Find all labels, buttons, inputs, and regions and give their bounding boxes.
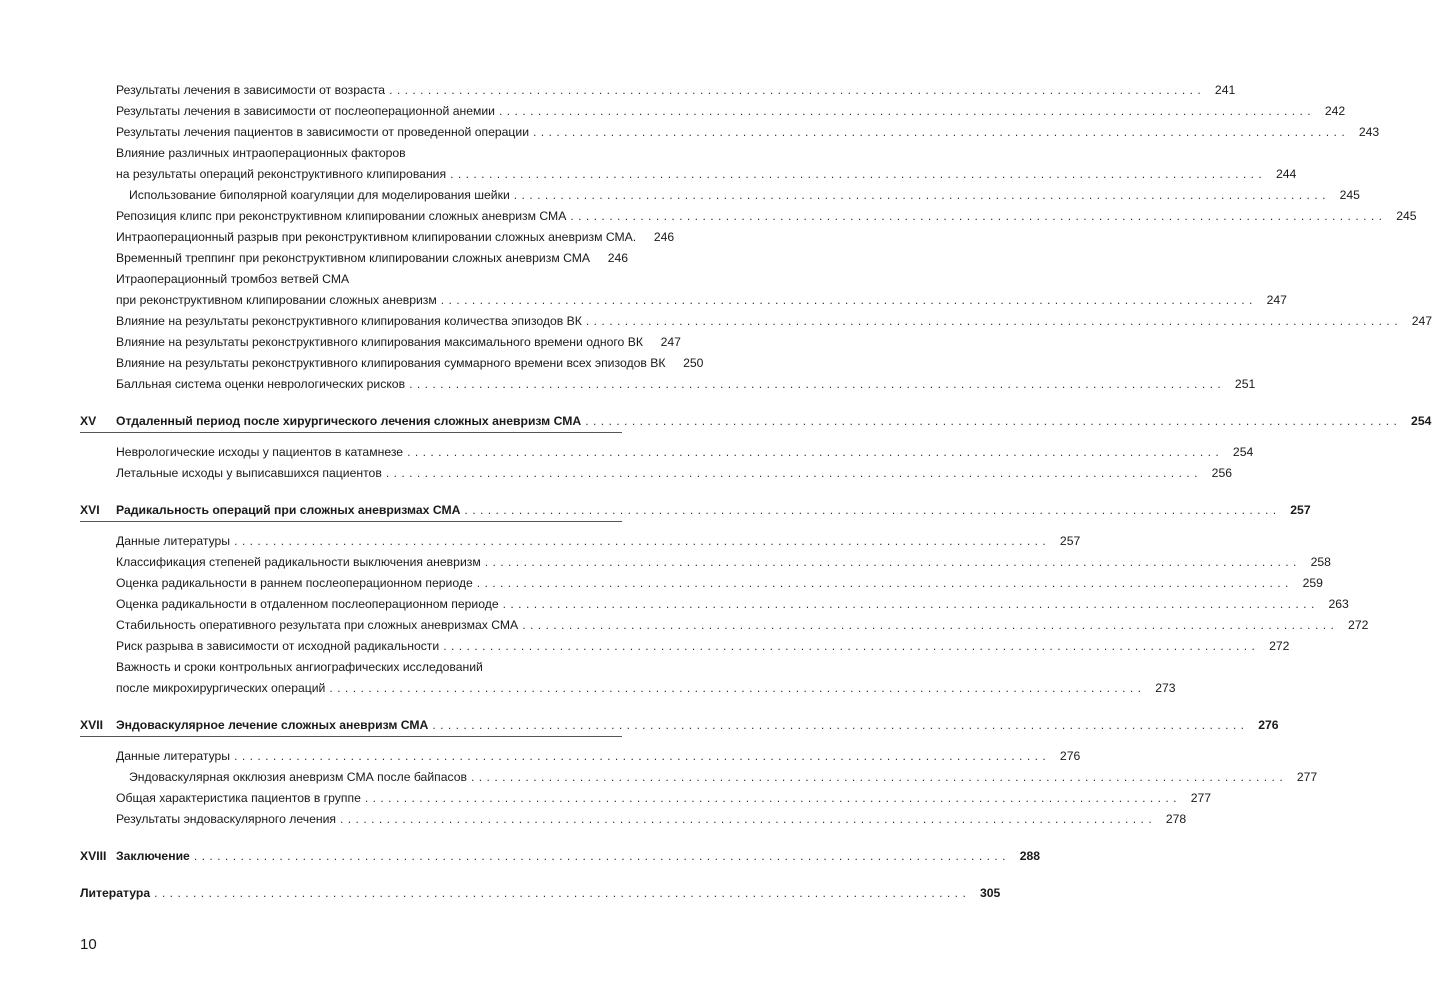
toc-entry-title: Репозиция клипс при реконструктивном клипировании сложных аневризм СМА (116, 209, 567, 223)
toc-entry-title: Результаты лечения в зависимости от послеоперационной анемии (116, 104, 495, 118)
toc-entry[interactable] (0, 160, 1297, 181)
toc-entry[interactable] (0, 527, 1081, 548)
toc-gap (0, 480, 692, 496)
toc-page-number: 245 (1339, 188, 1360, 202)
toc-entry-title: Интраоперационный разрыв при реконструктивном клипировании сложных аневризм СМА. (116, 230, 637, 244)
toc-entry[interactable] (0, 784, 1212, 805)
dot-leader: . . . . . . . . . . . . . . . . . . . . . . . . . . . . . . . . . . . . . . . . . . . . . . . . . . . . . . . . . . . . . . . . . . . . . . . . . . . . . . . . . . . . . . . . . . . . . . . . . . . . . . . . . (234, 534, 1047, 548)
chapter-number: XVII (80, 718, 104, 732)
dot-leader: . . . . . . . . . . . . . . . . . . . . . . . . . . . . . . . . . . . . . . . . . . . . . . . . . . . . . . . . . . . . . . . . . . . . . . . . . . . . . . . . . . . . . . . . . . . . . . . . . . . . . . . . . (432, 718, 1245, 732)
toc-entry-title: Классификация степеней радикальности выключения аневризм (116, 555, 481, 569)
toc-entry[interactable] (0, 349, 704, 370)
dot-leader: . . . . . . . . . . . . . . . . . . . . . . . . . . . . . . . . . . . . . . . . . . . . . . . . . . . . . . . . . . . . . . . . . . . . . . . . . . . . . . . . . . . . . . . . . . . . . . . . . . . . . . . . . (193, 849, 1007, 863)
toc-entry-title: Оценка радикальности в отдаленном послеоперационном периоде (116, 597, 499, 611)
toc-entry[interactable] (0, 202, 1417, 223)
toc-entry[interactable] (0, 244, 692, 265)
dot-leader: . . . . . . . . . . . . . . . . . . . . . . . . . . . . . . . . . . . . . . . . . . . . . . . . . . . . . . . . . . . . . . . . . . . . . . . . . . . . . . . . . . . . . . . . . . . . . . . . . . . . . . . . . (154, 886, 967, 900)
toc-entry-title: Временный треппинг при реконструктивном клипировании сложных аневризм СМА (116, 251, 591, 265)
toc-page-number: 258 (1310, 555, 1331, 569)
toc-entry-title: Важность и сроки контрольных ангиографических исследований (116, 660, 483, 674)
toc-entry[interactable] (0, 223, 692, 244)
chapter-number: XV (80, 414, 97, 428)
dot-leader: . . . . . . . . . . . . . . . . . . . . . . . . . . . . . . . . . . . . . . . . . . . . . . . . . . . . . . . . . . . . . . . . . . . . . . . . . . . . . . . . . . . . . . . . . . . . . . . . . . . . . . . . . (329, 681, 1142, 695)
dot-leader: . . . . . . . . . . . . . . . . . . . . . . . . . . . . . . . . . . . . . . . . . . . . . . . . . . . . . . . . . . . . . . . . . . . . . . . . . . . . . . . . . . . . . . . . . . . . . . . . . . . . . . . . . (570, 209, 1383, 223)
toc-entry-title: Влияние различных интраоперационных факторов (116, 146, 406, 160)
dot-leader: . . . . . . . . . . . . . . . . . . . . . . . . . . . . . . . . . . . . . . . . . . . . . . . . . . . . . . . . . . . . . . . . . . . . . . . . . . . . . . . . . . . . . . . . . . . . . . . . . . . . . . . . . (585, 314, 1399, 328)
toc-page-number: 263 (1328, 597, 1349, 611)
toc-page-number: 251 (1234, 377, 1256, 391)
dot-leader: . . . . . . . . . . . . . . . . . . . . . . . . . . . . . . . . . . . . . . . . . . . . . . . . . . . . . . . . . . . . . . . . . . . . . . . . . . . . . . . . . . . . . . . . . . . . . . . . . . . . . . . . . (450, 167, 1263, 181)
toc-page-number: 257 (1290, 503, 1311, 517)
dot-leader: . . . . . . . . . . . . . . . . . . . . . . . . . . . . . . . . . . . . . . . . . . . . . . . . . . . . . . . . . . . . . . . . . . . . . . . . . . . . . . . . . . . . . . . . . . . . . . . . . . . . . . . . . (502, 597, 1315, 611)
table-of-contents (0, 76, 1432, 900)
toc-gap (0, 695, 692, 711)
toc-entry[interactable] (0, 265, 692, 286)
toc-entry-title: Отдаленный период после хирургического лечения сложных аневризм СМА (116, 414, 582, 428)
toc-page-number: 288 (1019, 849, 1041, 863)
toc-entry-title: Риск разрыва в зависимости от исходной радикальности (116, 639, 440, 653)
dot-leader: . . . . . . . . . . . . . . . . . . . . . . . . . . . . . . . . . . . . . . . . . . . . . . . . . . . . . . . . . . . . . . . . . . . . . . . . . . . . . . . . . . . . . . . . . . . . . . . . . . . . . . . . . (234, 749, 1047, 763)
toc-chapter-entry[interactable] (0, 407, 1432, 428)
toc-page-number: 259 (1302, 576, 1323, 590)
toc-entry[interactable] (0, 438, 1254, 459)
dot-leader: . . . . . . . . . . . . . . . . . . . . . . . . . . . . . . . . . . . . . . . . . . . . . . . . . . . . . . . . . . . . . . . . . . . . . . . . . . . . . . . . . . . . . . . . . . . . . . . . . . . . . . . . . (464, 503, 1277, 517)
toc-entry-title: Результаты лечения пациентов в зависимости от проведенной операции (116, 125, 530, 139)
toc-entry[interactable] (0, 632, 1290, 653)
page-number: 10 (80, 936, 97, 953)
toc-entry-title: Результаты лечения в зависимости от возраста (116, 83, 386, 97)
toc-entry-title: Эндоваскулярное лечение сложных аневризм СМА (116, 718, 429, 732)
toc-entry-title: Результаты эндоваскулярного лечения (116, 812, 337, 826)
toc-entry-title: Влияние на результаты реконструктивного клипирования суммарного времени всех эпизодов ВК (116, 356, 666, 370)
dot-leader: . . . . . . . . . . . . . . . . . . . . . . . . . . . . . . . . . . . . . . . . . . . . . . . . . . . . . . . . . . . . . . . . . . . . . . . . . . . . . . . . . . . . . . . . . . . . . . . . . . . . . . . . . (585, 414, 1398, 428)
toc-entry-title: Данные литературы (116, 534, 231, 548)
toc-entry[interactable] (0, 674, 1176, 695)
toc-entry-title: при реконструктивном клипировании сложных аневризм (116, 293, 437, 307)
toc-gap (0, 863, 692, 879)
toc-page-number: 272 (1348, 618, 1369, 632)
toc-entry-title: Итраоперационный тромбоз ветвей СМА (116, 272, 350, 286)
toc-entry-title: Неврологические исходы у пациентов в катамнезе (116, 445, 404, 459)
dot-leader: . . . . . . . . . . . . . . . . . . . . . . . . . . . . . . . . . . . . . . . . . . . . . . . . . . . . . . . . . . . . . . . . . . . . . . . . . . . . . . . . . . . . . . . . . . . . . . . . . . . . . . . . . (340, 812, 1153, 826)
toc-entry[interactable] (0, 181, 1360, 202)
toc-entry[interactable] (0, 569, 1323, 590)
toc-entry-title: Радикальность операций при сложных аневризмах СМА (116, 503, 461, 517)
toc-page-number: 257 (1059, 534, 1081, 548)
toc-page-number: 242 (1324, 104, 1346, 118)
toc-page-number: 276 (1059, 749, 1081, 763)
dot-leader: . . . . . . . . . . . . . . . . . . . . . . . . . . . . . . . . . . . . . . . . . . . . . . . . . . . . . . . . . . . . . . . . . . . . . . . . . . . . . . . . . . . . . . . . . . . . . . . . . . . . . . . . . (471, 770, 1284, 784)
chapter-number: XVI (80, 503, 100, 517)
toc-gap (0, 826, 692, 842)
toc-entry-title: Литература (80, 886, 151, 900)
toc-entry[interactable] (0, 76, 1236, 97)
toc-entry[interactable] (0, 879, 1001, 900)
toc-page-number: 256 (1211, 466, 1233, 480)
toc-page-number: 277 (1190, 791, 1212, 805)
dot-leader: . . . . . . . . . . . . . . . . . . . . . . . . . . . . . . . . . . . . . . . . . . . . . . . . . . . . . . . . . . . . . . . . . . . . . . . . . . . . . . . . . . . . . . . . . . . . . . . . . . . . . . . . . (476, 576, 1289, 590)
toc-page-number: 247 (1411, 314, 1432, 328)
toc-entry[interactable] (0, 139, 692, 160)
dot-leader: . . . . . . . . . . . . . . . . . . . . . . . . . . . . . . . . . . . . . . . . . . . . . . . . . . . . . . . . . . . . . . . . . . . . . . . . . . . . . . . . . . . . . . . . . . . . . . . . . . . . . . . . . (533, 125, 1346, 139)
toc-entry-title: Балльная система оценки неврологических рисков (116, 377, 406, 391)
toc-page-number: 278 (1165, 812, 1187, 826)
toc-entry[interactable] (0, 459, 1233, 480)
chapter-divider (0, 517, 692, 527)
toc-entry-title: Общая характеристика пациентов в группе (116, 791, 361, 805)
toc-page-number: 247 (1266, 293, 1287, 307)
toc-entry-title: Стабильность оперативного результата при сложных аневризмах СМА (116, 618, 519, 632)
toc-page-number: 305 (980, 886, 1001, 900)
toc-entry-title: Летальные исходы у выписавшихся пациентов (116, 466, 382, 480)
toc-page-number: 244 (1275, 167, 1297, 181)
toc-entry-title: после микрохирургических операций (116, 681, 326, 695)
toc-chapter-entry[interactable] (0, 711, 1279, 732)
toc-entry[interactable] (0, 742, 1081, 763)
divider-line (80, 736, 622, 737)
toc-entry-title: Заключение (116, 849, 190, 863)
toc-page-number: 246 (607, 251, 629, 265)
dot-leader: . . . . . . . . . . . . . . . . . . . . . . . . . . . . . . . . . . . . . . . . . . . . . . . . . . . . . . . . . . . . . . . . . . . . . . . . . . . . . . . . . . . . . . . . . . . . . . . . . . . . . . . . . (364, 791, 1178, 805)
dot-leader: . . . . . . . . . . . . . . . . . . . . . . . . . . . . . . . . . . . . . . . . . . . . . . . . . . . . . . . . . . . . . . . . . . . . . . . . . . . . . . . . . . . . . . . . . . . . . . . . . . . . . . . . . (440, 293, 1253, 307)
chapter-divider (0, 732, 692, 742)
toc-entry[interactable] (0, 118, 1380, 139)
toc-entry-title: Оценка радикальности в раннем послеоперационном периоде (116, 576, 473, 590)
toc-page-number: 254 (1411, 414, 1432, 428)
dot-leader: . . . . . . . . . . . . . . . . . . . . . . . . . . . . . . . . . . . . . . . . . . . . . . . . . . . . . . . . . . . . . . . . . . . . . . . . . . . . . . . . . . . . . . . . . . . . . . . . . . . . . . . . . (389, 83, 1202, 97)
toc-page-number: 276 (1258, 718, 1279, 732)
toc-entry-title: на результаты операций реконструктивного клипирования (116, 167, 447, 181)
dot-leader: . . . . . . . . . . . . . . . . . . . . . . . . . . . . . . . . . . . . . . . . . . . . . . . . . . . . . . . . . . . . . . . . . . . . . . . . . . . . . . . . . . . . . . . . . . . . . . . . . . . . . . . . . (522, 618, 1335, 632)
chapter-number: XVIII (80, 849, 107, 863)
chapter-divider (0, 428, 692, 438)
toc-chapter-entry[interactable] (0, 842, 1041, 863)
divider-line (80, 432, 622, 433)
dot-leader: . . . . . . . . . . . . . . . . . . . . . . . . . . . . . . . . . . . . . . . . . . . . . . . . . . . . . . . . . . . . . . . . . . . . . . . . . . . . . . . . . . . . . . . . . . . . . . . . . . . . . . . . . (513, 188, 1326, 202)
toc-entry[interactable] (0, 805, 1187, 826)
toc-page-number: 273 (1155, 681, 1176, 695)
toc-page-number: 243 (1358, 125, 1380, 139)
dot-leader: . . . . . . . . . . . . . . . . . . . . . . . . . . . . . . . . . . . . . . . . . . . . . . . . . . . . . . . . . . . . . . . . . . . . . . . . . . . . . . . . . . . . . . . . . . . . . . . . . . . . . . . . . (409, 377, 1222, 391)
toc-page-number: 277 (1296, 770, 1318, 784)
toc-page-number: 247 (660, 335, 681, 349)
toc-entry[interactable] (0, 763, 1318, 784)
dot-leader: . . . . . . . . . . . . . . . . . . . . . . . . . . . . . . . . . . . . . . . . . . . . . . . . . . . . . . . . . . . . . . . . . . . . . . . . . . . . . . . . . . . . . . . . . . . . . . . . . . . . . . . . . (407, 445, 1220, 459)
toc-chapter-entry[interactable] (0, 496, 1311, 517)
toc-entry[interactable] (0, 307, 1432, 328)
toc-entry-title: Использование биполярной коагуляции для моделирования шейки (129, 188, 510, 202)
toc-page-number: 246 (653, 230, 675, 244)
toc-page-number: 245 (1396, 209, 1417, 223)
toc-page-number: 254 (1232, 445, 1254, 459)
toc-entry-title: Влияние на результаты реконструктивного клипирования количества эпизодов ВК (116, 314, 582, 328)
toc-entry-title: Данные литературы (116, 749, 231, 763)
toc-entry[interactable] (0, 97, 1346, 118)
divider-line (80, 521, 622, 522)
toc-entry-title: Эндоваскулярная окклюзия аневризм СМА после байпасов (129, 770, 468, 784)
toc-entry[interactable] (0, 653, 692, 674)
toc-entry[interactable] (0, 328, 692, 349)
toc-entry[interactable] (0, 590, 1349, 611)
toc-page-number: 272 (1269, 639, 1290, 653)
toc-page-number: 250 (683, 356, 704, 370)
dot-leader: . . . . . . . . . . . . . . . . . . . . . . . . . . . . . . . . . . . . . . . . . . . . . . . . . . . . . . . . . . . . . . . . . . . . . . . . . . . . . . . . . . . . . . . . . . . . . . . . . . . . . . . . . (385, 466, 1199, 480)
toc-entry-title: Влияние на результаты реконструктивного клипирования максимального времени одного ВК (116, 335, 643, 349)
toc-entry[interactable] (0, 611, 1369, 632)
toc-entry[interactable] (0, 286, 1287, 307)
dot-leader: . . . . . . . . . . . . . . . . . . . . . . . . . . . . . . . . . . . . . . . . . . . . . . . . . . . . . . . . . . . . . . . . . . . . . . . . . . . . . . . . . . . . . . . . . . . . . . . . . . . . . . . . . (484, 555, 1297, 569)
dot-leader: . . . . . . . . . . . . . . . . . . . . . . . . . . . . . . . . . . . . . . . . . . . . . . . . . . . . . . . . . . . . . . . . . . . . . . . . . . . . . . . . . . . . . . . . . . . . . . . . . . . . . . . . . (498, 104, 1312, 118)
toc-entry[interactable] (0, 548, 1331, 569)
dot-leader: . . . . . . . . . . . . . . . . . . . . . . . . . . . . . . . . . . . . . . . . . . . . . . . . . . . . . . . . . . . . . . . . . . . . . . . . . . . . . . . . . . . . . . . . . . . . . . . . . . . . . . . . . (443, 639, 1256, 653)
toc-gap (0, 391, 692, 407)
toc-page-number: 241 (1214, 83, 1236, 97)
toc-entry[interactable] (0, 370, 1256, 391)
